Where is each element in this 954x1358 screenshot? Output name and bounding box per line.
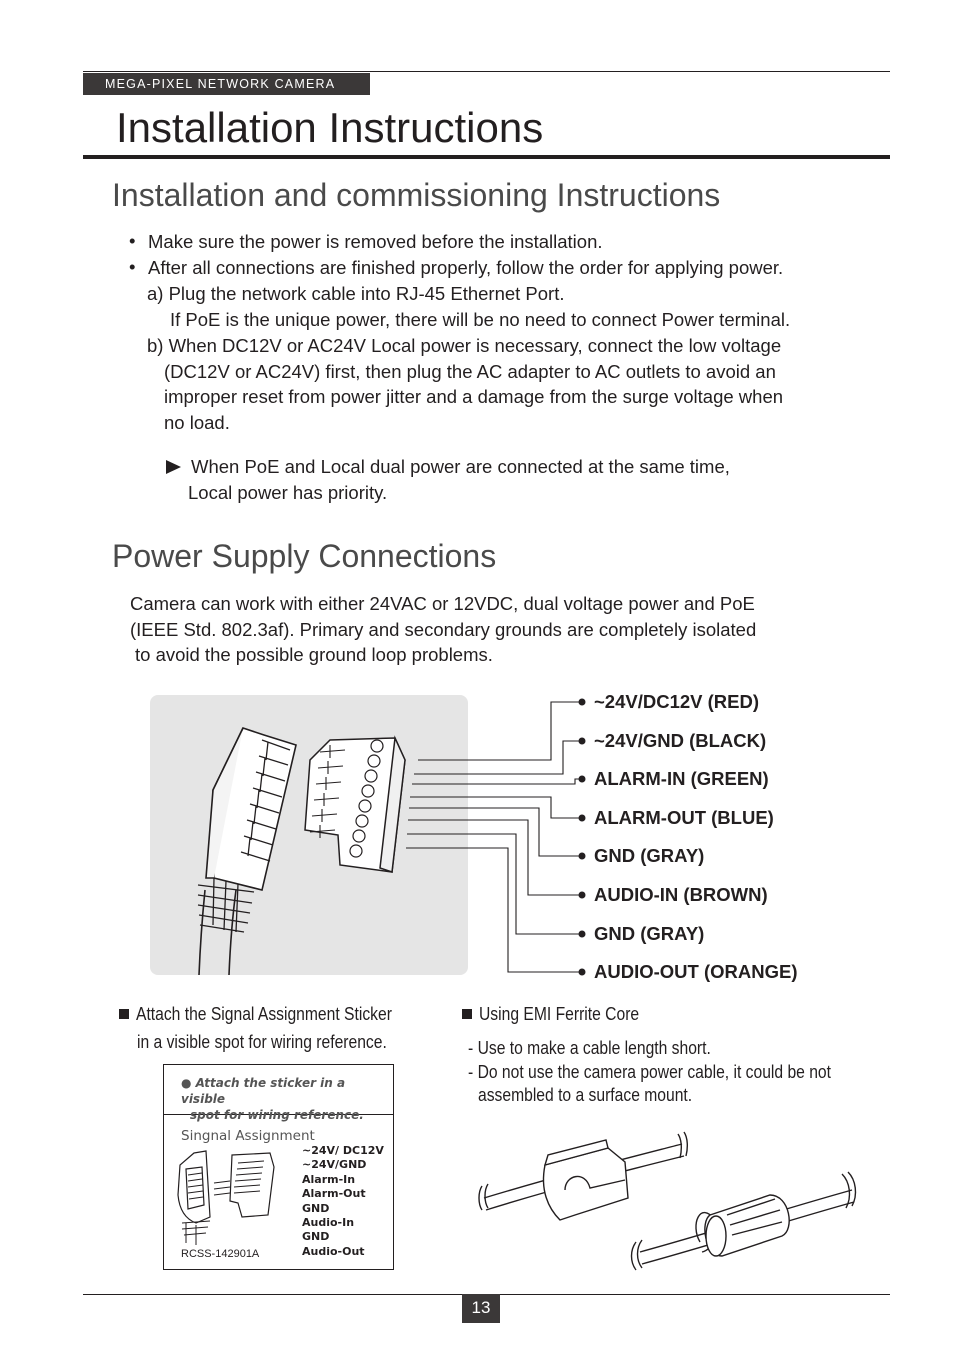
sticker-title: Singnal Assignment bbox=[181, 1128, 315, 1144]
emi-line: - Do not use the camera power cable, it could be not bbox=[468, 1062, 831, 1082]
sticker-signal-list bbox=[302, 1144, 384, 1259]
sticker-signal-item: Audio-In bbox=[302, 1216, 355, 1230]
priority-note-line: Local power has priority. bbox=[188, 482, 388, 503]
install-step-b-line: improper reset from power jitter and a damage from the surge voltage when bbox=[164, 386, 784, 407]
section-title-power: Power Supply Connections bbox=[112, 538, 497, 574]
wire-label-gnd: GND (GRAY) bbox=[594, 845, 705, 866]
sticker-signal-item: GND bbox=[302, 1201, 330, 1215]
wire-label-alarm-out: ALARM-OUT (BLUE) bbox=[594, 807, 774, 828]
header-tag: MEGA-PIXEL NETWORK CAMERA bbox=[83, 73, 370, 95]
sticker-instruction-line: spot for wiring reference. bbox=[190, 1108, 364, 1122]
install-step-b: b) When DC12V or AC24V Local power is necessary, connect the low voltage bbox=[147, 335, 782, 356]
square-bullet-icon bbox=[118, 1008, 130, 1020]
sticker-note: Attach the Signal Assignment Sticker bbox=[136, 1004, 392, 1024]
page-title: Installation Instructions bbox=[116, 104, 544, 151]
emi-line: - Use to make a cable length short. bbox=[468, 1038, 711, 1058]
sticker-instructions bbox=[164, 1065, 393, 1122]
power-desc: Camera can work with either 24VAC or 12VDC, dual voltage power and PoE bbox=[130, 593, 755, 614]
sticker-signal-item: Audio-Out bbox=[302, 1244, 365, 1258]
wire-label-audio-in: AUDIO-IN (BROWN) bbox=[594, 884, 768, 905]
install-step-b-line: no load. bbox=[164, 412, 230, 433]
sticker-instruction-line: ● Attach the sticker in a visible bbox=[181, 1076, 346, 1106]
bullet-dot: • bbox=[129, 230, 136, 251]
install-step-b-line: (DC12V or AC24V) first, then plug the AC adapter to AC outlets to avoid an bbox=[164, 361, 776, 382]
page-number: 13 bbox=[462, 1294, 500, 1323]
sticker-note-line: in a visible spot for wiring reference. bbox=[137, 1032, 387, 1052]
install-bullet-1: Make sure the power is removed before the installation. bbox=[148, 231, 603, 252]
wire-label-alarm-in: ALARM-IN (GREEN) bbox=[594, 768, 769, 789]
install-step-a: a) Plug the network cable into RJ-45 Ethernet Port. bbox=[147, 283, 565, 304]
emi-line: assembled to a surface mount. bbox=[478, 1085, 693, 1105]
sticker-signal-item: Alarm-Out bbox=[302, 1187, 366, 1201]
power-desc-line: (IEEE Std. 802.3af). Primary and secondary grounds are completely isolated bbox=[130, 619, 757, 640]
wire-label-power-gnd: ~24V/GND (BLACK) bbox=[594, 730, 767, 751]
wire-label-power: ~24V/DC12V (RED) bbox=[594, 691, 760, 712]
install-bullet-2: After all connections are finished properly, follow the order for applying power. bbox=[148, 257, 784, 278]
sticker-signal-item: ~24V/GND bbox=[302, 1158, 367, 1172]
priority-note: When PoE and Local dual power are connected at the same time, bbox=[191, 456, 730, 477]
bullet-dot: • bbox=[129, 256, 136, 277]
install-step-a-note: If PoE is the unique power, there will be no need to connect Power terminal. bbox=[170, 309, 791, 330]
sticker-signal-item: Alarm-In bbox=[302, 1172, 356, 1186]
wire-label-audio-out: AUDIO-OUT (ORANGE) bbox=[594, 961, 798, 982]
section-title-installation: Installation and commissioning Instructions bbox=[112, 177, 721, 213]
power-desc-line: to avoid the possible ground loop problems. bbox=[135, 644, 493, 665]
signal-assignment-sticker bbox=[163, 1064, 394, 1270]
sticker-model-number: RCSS-142901A bbox=[181, 1248, 260, 1260]
sticker-signal-item: GND bbox=[302, 1230, 330, 1244]
square-bullet-icon bbox=[461, 1008, 473, 1020]
sticker-signal-item: ~24V/ DC12V bbox=[302, 1144, 384, 1157]
sticker-connector-drawing bbox=[172, 1145, 300, 1245]
wire-label-gnd: GND (GRAY) bbox=[594, 923, 705, 944]
emi-title: Using EMI Ferrite Core bbox=[479, 1004, 640, 1024]
